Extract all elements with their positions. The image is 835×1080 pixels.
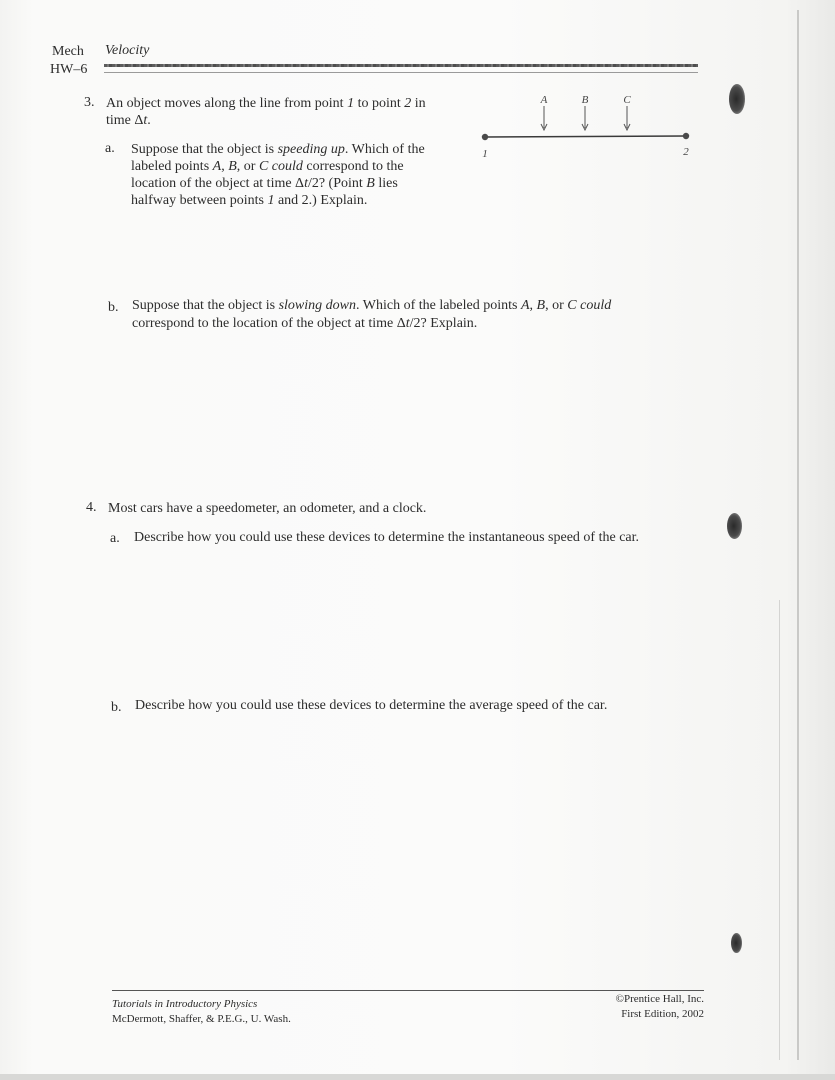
punch-hole-bottom [731, 933, 742, 953]
motion-diagram [470, 88, 710, 168]
q3a-label: a. [105, 141, 115, 156]
q3a-line3: location of the object at time Δt/2? (Point B lies [131, 176, 398, 191]
q4a-text: Describe how you could use these devices to determine the instantaneous speed of the car. [134, 530, 640, 545]
motion-line [485, 136, 686, 137]
footer-authors: McDermott, Shaffer, & P.E.G., U. Wash. [112, 1013, 291, 1025]
q4b-label: b. [111, 700, 122, 715]
punch-hole-middle [727, 513, 742, 539]
q3-number: 3. [84, 95, 95, 110]
label-B: B [581, 94, 589, 106]
paper-bottom-edge [0, 1074, 835, 1080]
q4-stem: Most cars have a speedometer, an odometer, and a clock. [108, 501, 427, 516]
q4-number: 4. [86, 500, 97, 515]
paper-edge-line [797, 10, 799, 1060]
q3a-line1: Suppose that the object is speeding up. Which of the [131, 142, 425, 157]
label-point-1: 1 [482, 148, 488, 160]
q3a-line4: halfway between points 1 and 2.) Explain. [131, 193, 368, 208]
footer-edition: First Edition, 2002 [621, 1008, 704, 1020]
footer-book-title: Tutorials in Introductory Physics [112, 998, 258, 1010]
header-rule-thin [104, 72, 698, 73]
punch-hole-top [729, 84, 745, 114]
label-point-2: 2 [683, 146, 689, 158]
label-A: A [540, 94, 548, 106]
q3b-line1: Suppose that the object is slowing down. Which of the labeled points A, B, or C could [132, 298, 612, 313]
endpoint-2 [683, 133, 689, 139]
q3-stem-line1: An object moves along the line from point 1 to point 2 in [106, 96, 426, 111]
q3a-line2: labeled points A, B, or C could correspond to the [131, 159, 404, 174]
q4b-text: Describe how you could use these devices to determine the average speed of the car. [135, 698, 608, 713]
label-C: C [623, 94, 631, 106]
homework-label: HW–6 [50, 62, 88, 77]
paper-edge-line-inner [779, 600, 780, 1060]
q4a-label: a. [110, 531, 120, 546]
q3-stem-line2: time Δt. [106, 113, 151, 128]
course-label: Mech [52, 44, 84, 59]
endpoint-1 [482, 134, 488, 140]
topic-title: Velocity [105, 43, 150, 58]
q3b-line2: correspond to the location of the object at time Δt/2? Explain. [132, 316, 478, 331]
footer-publisher: ©Prentice Hall, Inc. [615, 993, 704, 1005]
footer-rule [112, 990, 704, 991]
header-rule [104, 64, 698, 67]
q3b-label: b. [108, 300, 119, 315]
